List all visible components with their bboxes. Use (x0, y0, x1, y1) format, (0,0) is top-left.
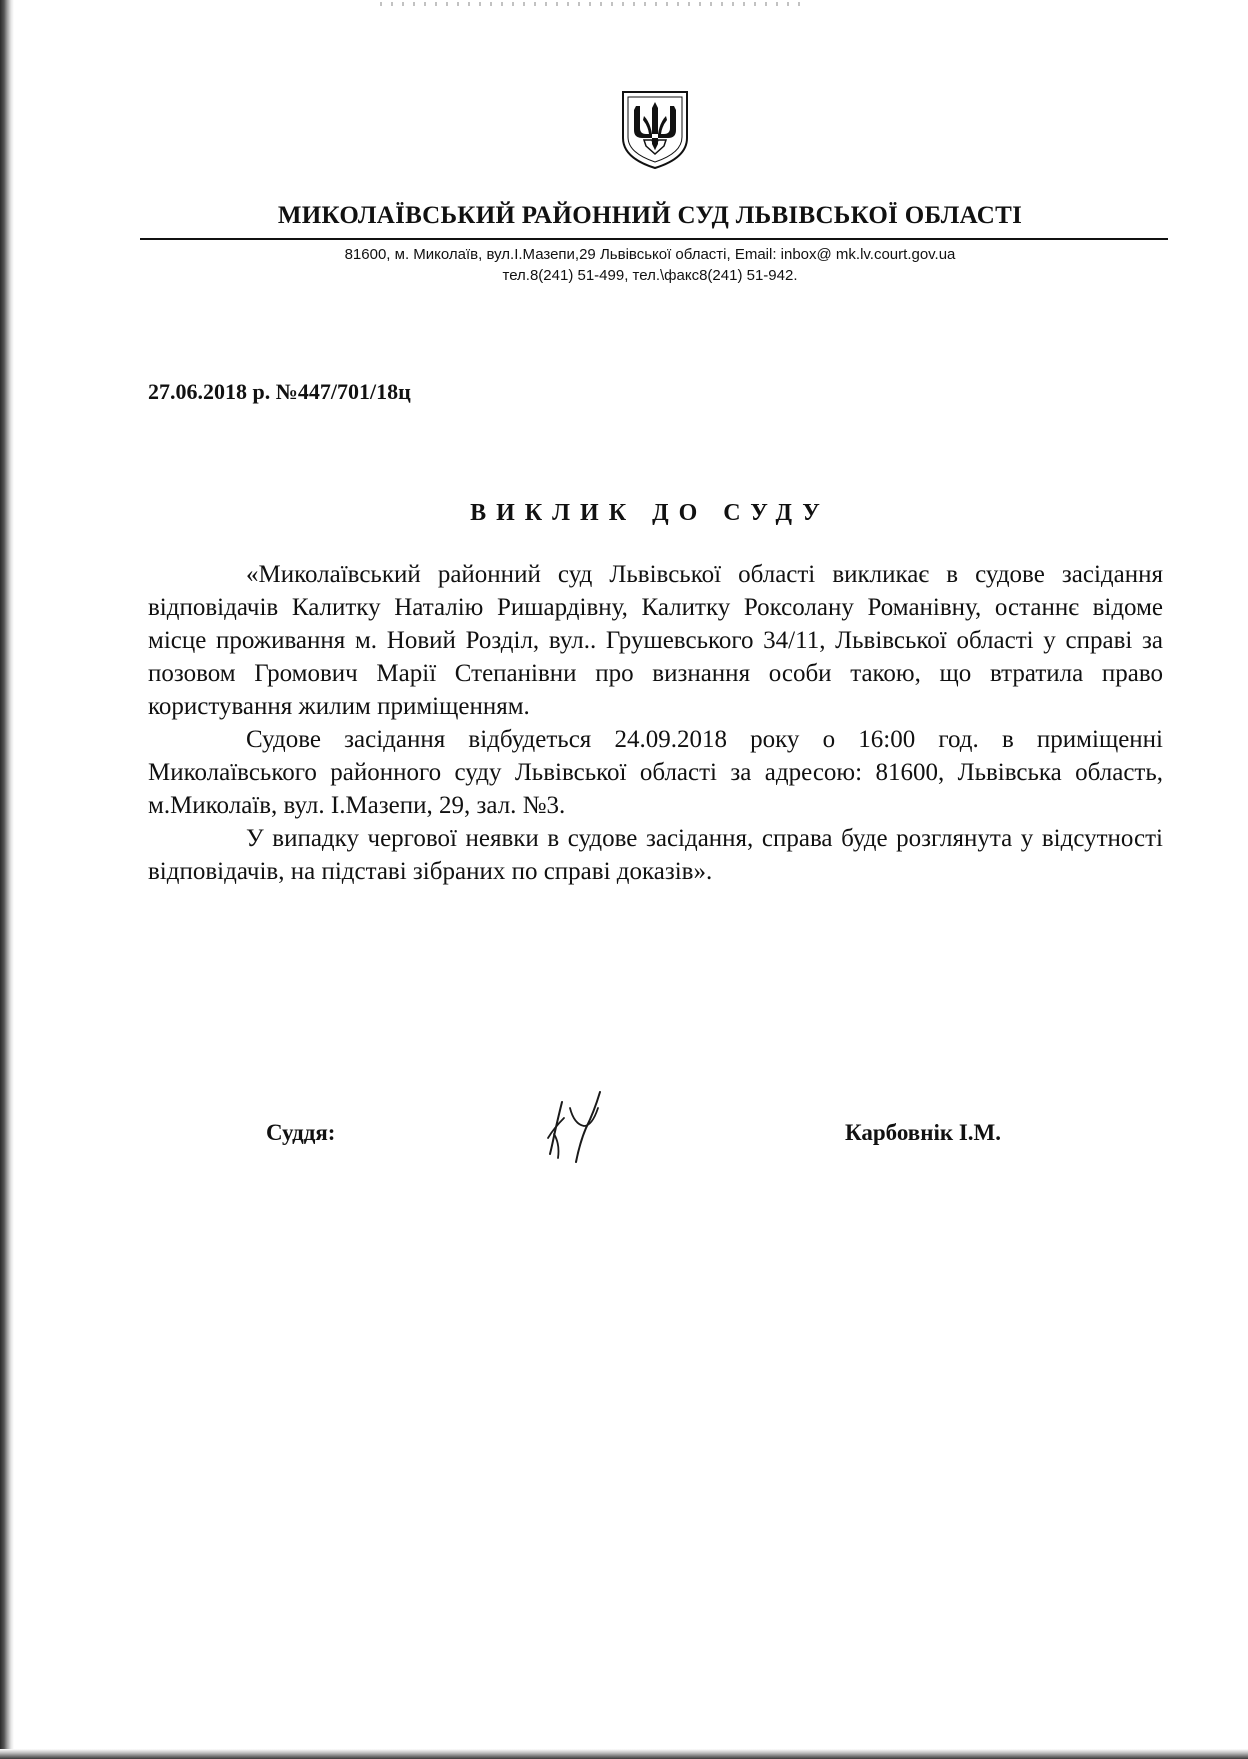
body-paragraph: У випадку чергової неявки в судове засідання, справа буде розглянута у відсутності відповідачів, на підставі зібраних по справі доказів». (148, 825, 1163, 885)
scan-noise-top (380, 2, 800, 6)
court-address (140, 244, 1160, 286)
body-paragraph: Судове засідання відбудеться 24.09.2018 року о 16:00 год. в приміщенні Миколаївського районного суду Львівської області за адресою: 81600, Львівська область, м.Миколаїв, вул. І.Мазепи, 29, зал. №3. (148, 726, 1163, 819)
document-title: ВИКЛИК ДО СУДУ (470, 500, 830, 526)
court-name: МИКОЛАЇВСЬКИЙ РАЙОННИЙ СУД ЛЬВІВСЬКОЇ ОБЛАСТІ (277, 202, 1023, 229)
scan-edge-left (0, 0, 14, 1759)
judge-name: Карбовнік І.М. (845, 1120, 1002, 1145)
judge-label: Суддя: (266, 1120, 336, 1145)
scan-edge-bottom (0, 1749, 1248, 1759)
address-line: 81600, м. Миколаїв, вул.І.Мазепи,29 Львівської області, Email: inbox@ mk.lv.court.gov.ua (344, 246, 956, 263)
document-reference: 27.06.2018 р. №447/701/18ц (148, 379, 411, 404)
trident-emblem-icon (620, 88, 690, 170)
document-body (148, 558, 1163, 888)
header-divider (140, 238, 1168, 240)
handwritten-signature (540, 1088, 620, 1166)
body-paragraph: «Миколаївський районний суд Львівської області викликає в судове засідання відповідачів Калитку Наталію Ришардівну, Калитку Роксолану Романівну, останнє відоме місце проживання м. Новий Розділ, вул.. Грушевського 34/11, Львівської області у справі за позовом Громович Марії Степанівни про визнання особи такою, що втратила право користування жилим приміщенням. (148, 561, 1163, 720)
phone-line: тел.8(241) 51-499, тел.\факс8(241) 51-942. (502, 267, 798, 284)
